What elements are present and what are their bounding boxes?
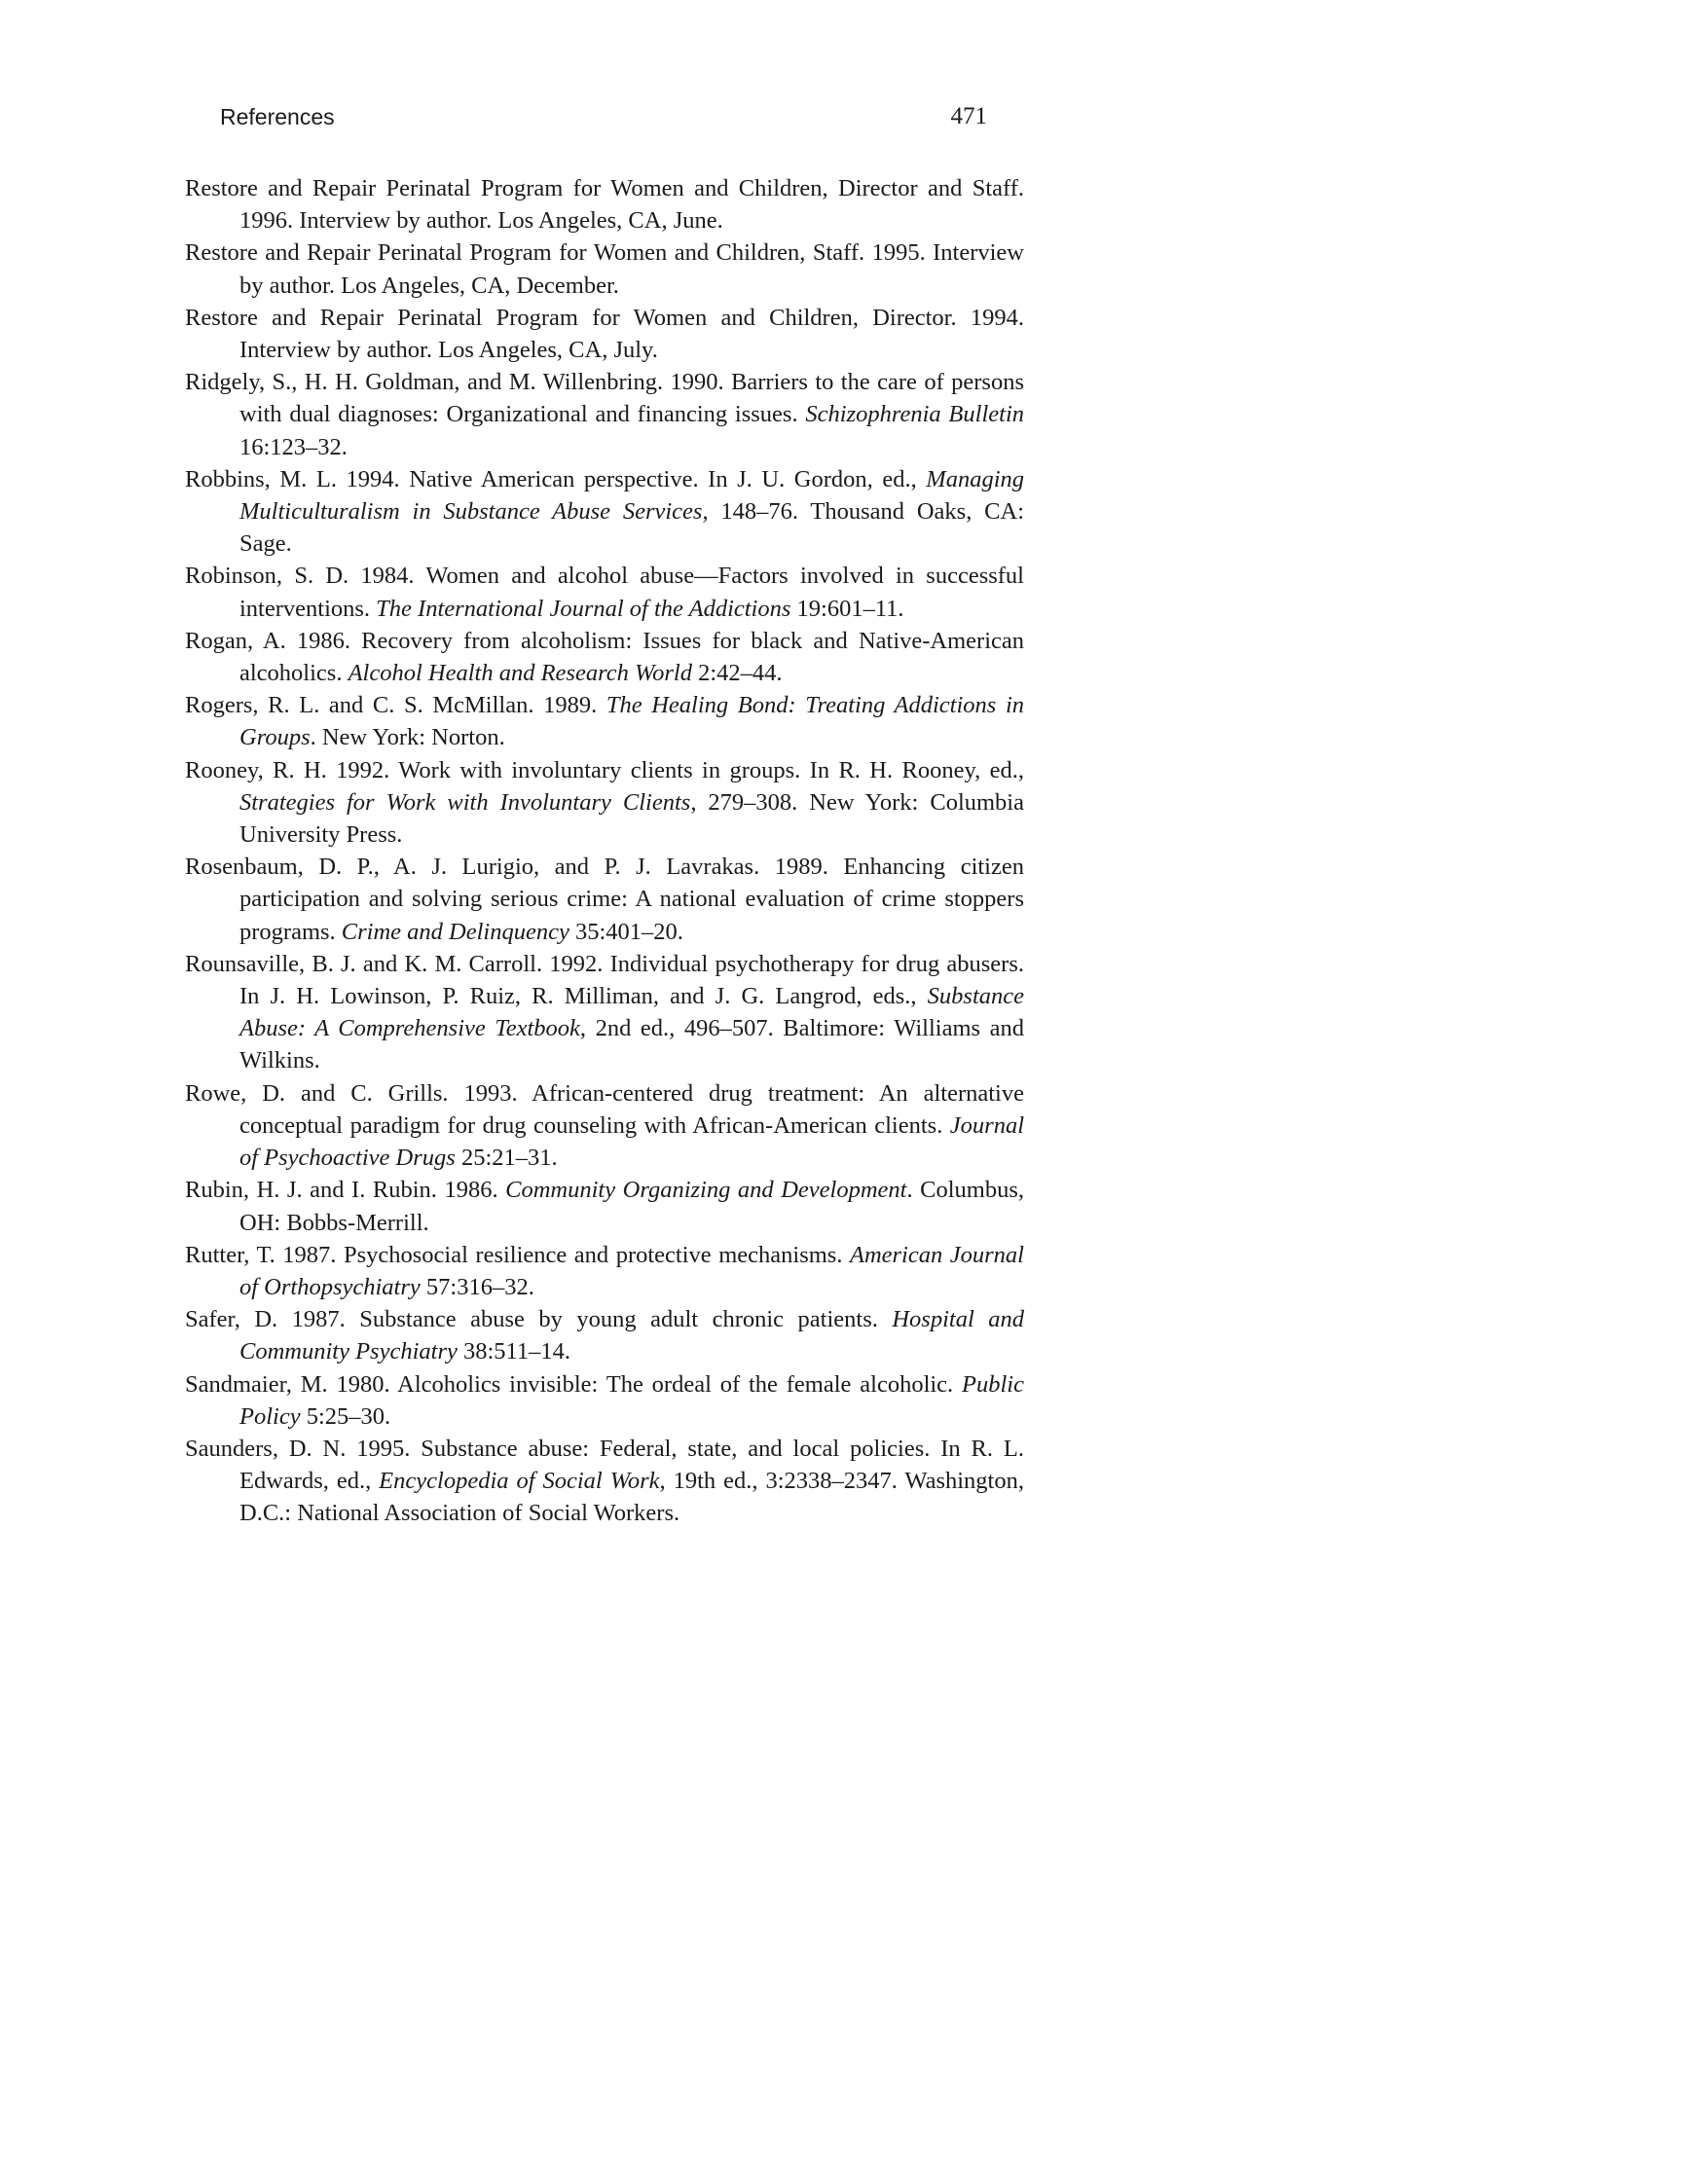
- reference-text: Ridgely, S., H. H. Goldman, and M. Willenbring. 1990. Barriers to the care of persons with dual diagnoses: Organizational and financing issues.: [185, 369, 1024, 428]
- reference-title-italic: Alcohol Health and Research World: [348, 660, 692, 687]
- reference-entry: [185, 237, 1024, 301]
- reference-text: Sandmaier, M. 1980. Alcoholics invisible: The ordeal of the female alcoholic.: [185, 1370, 963, 1398]
- reference-title-italic: Crime and Delinquency: [341, 918, 569, 945]
- reference-text: Saunders, D. N. 1995. Substance abuse: Federal, state, and local policies. In R. L. Edwards, ed.,: [185, 1435, 1024, 1495]
- reference-text: Robinson, S. D. 1984. Women and alcohol abuse—Factors involved in successful interventions.: [185, 563, 1024, 622]
- reference-entry: [185, 302, 1024, 366]
- reference-entry: [185, 463, 1024, 561]
- reference-title-italic: Community Organizing and Development: [505, 1177, 907, 1204]
- reference-entry: [185, 366, 1024, 463]
- reference-text: Rooney, R. H. 1992. Work with involuntary clients in groups. In R. H. Rooney, ed.,: [185, 756, 1024, 783]
- reference-text: . Columbus, OH: Bobbs-Merrill.: [239, 1177, 1024, 1236]
- reference-title-italic: Encyclopedia of Social Work: [379, 1468, 660, 1495]
- reference-title-italic: Journal of Psychoactive Drugs: [239, 1111, 1024, 1172]
- reference-title-italic: American Journal of Orthopsychiatry: [239, 1241, 1024, 1300]
- reference-text: 2:42–44.: [691, 660, 783, 687]
- reference-title-italic: Hospital and Community Psychiatry: [239, 1306, 1024, 1365]
- reference-entry: [185, 1077, 1024, 1175]
- reference-title-italic: Strategies for Work with Involuntary Clients: [239, 788, 691, 816]
- reference-text: Robbins, M. L. 1994. Native American perspective. In J. U. Gordon, ed.,: [185, 465, 927, 492]
- reference-text: 38:511–14.: [457, 1338, 571, 1365]
- reference-text: Rubin, H. J. and I. Rubin. 1986.: [185, 1177, 506, 1204]
- reference-entry: [185, 1239, 1024, 1303]
- reference-text: Restore and Repair Perinatal Program for Women and Children, Director. 1994. Interview by author. Los Angeles, CA, July.: [185, 304, 1024, 364]
- reference-entry: [185, 1368, 1024, 1433]
- reference-title-italic: The Healing Bond: Treating Addictions in Groups: [239, 692, 1024, 751]
- reference-entry: [185, 172, 1024, 237]
- reference-text: 57:316–32.: [420, 1273, 534, 1300]
- reference-entry: [185, 948, 1024, 1077]
- reference-title-italic: Public Policy: [239, 1370, 1024, 1430]
- reference-text: Rogers, R. L. and C. S. McMillan. 1989.: [185, 692, 606, 719]
- reference-text: 25:21–31.: [455, 1145, 558, 1172]
- reference-text: Restore and Repair Perinatal Program for Women and Children, Director and Staff. 1996. Interview by author. Los Angeles, CA, June.: [185, 175, 1024, 235]
- reference-title-italic: Schizophrenia Bulletin: [805, 401, 1025, 428]
- reference-text: , 148–76. Thousand Oaks, CA: Sage.: [239, 498, 1024, 558]
- reference-text: Rowe, D. and C. Grills. 1993. African-centered drug treatment: An alternative conceptual paradigm for drug counseling with African-American clients.: [185, 1079, 1024, 1139]
- reference-entry: [185, 754, 1024, 852]
- reference-entry: [185, 560, 1024, 624]
- reference-text: Rounsaville, B. J. and K. M. Carroll. 1992. Individual psychotherapy for drug abusers. In J. H. Lowinson, P. Ruiz, R. Milliman, and J. G. Langrod, eds.,: [185, 950, 1024, 1010]
- reference-text: 19:601–11.: [790, 595, 904, 622]
- reference-entry: [185, 625, 1024, 689]
- reference-entry: [185, 1303, 1024, 1367]
- reference-text: Rogan, A. 1986. Recovery from alcoholism: Issues for black and Native-American alcoholics.: [185, 627, 1024, 687]
- reference-title-italic: Substance Abuse: A Comprehensive Textbook: [239, 983, 1024, 1042]
- reference-text: 5:25–30.: [300, 1402, 391, 1430]
- reference-entry: [185, 851, 1024, 948]
- reference-title-italic: The International Journal of the Addictions: [376, 595, 791, 622]
- reference-list: [185, 172, 1024, 1530]
- reference-text: . New York: Norton.: [310, 724, 505, 751]
- reference-entry: [185, 689, 1024, 753]
- reference-text: Rosenbaum, D. P., A. J. Lurigio, and P. J. Lavrakas. 1989. Enhancing citizen participation and solving serious crime: A national evaluation of crime stoppers programs.: [185, 854, 1024, 945]
- reference-text: , 19th ed., 3:2338–2347. Washington, D.C.: National Association of Social Workers.: [239, 1468, 1024, 1527]
- page-number: 471: [950, 103, 987, 129]
- reference-text: , 2nd ed., 496–507. Baltimore: Williams and Wilkins.: [239, 1015, 1024, 1074]
- reference-entry: [185, 1433, 1024, 1530]
- reference-entry: [185, 1174, 1024, 1238]
- running-head: [220, 101, 987, 132]
- reference-text: Restore and Repair Perinatal Program for Women and Children, Staff. 1995. Interview by author. Los Angeles, CA, December.: [185, 239, 1024, 299]
- reference-text: , 279–308. New York: Columbia University Press.: [239, 788, 1024, 849]
- section-title: References: [220, 104, 335, 129]
- reference-text: 35:401–20.: [569, 918, 683, 945]
- reference-text: Safer, D. 1987. Substance abuse by young adult chronic patients.: [185, 1306, 893, 1333]
- reference-title-italic: Managing Multiculturalism in Substance Abuse Services: [239, 465, 1024, 526]
- reference-text: Rutter, T. 1987. Psychosocial resilience and protective mechanisms.: [185, 1241, 850, 1268]
- reference-text: 16:123–32.: [239, 433, 348, 460]
